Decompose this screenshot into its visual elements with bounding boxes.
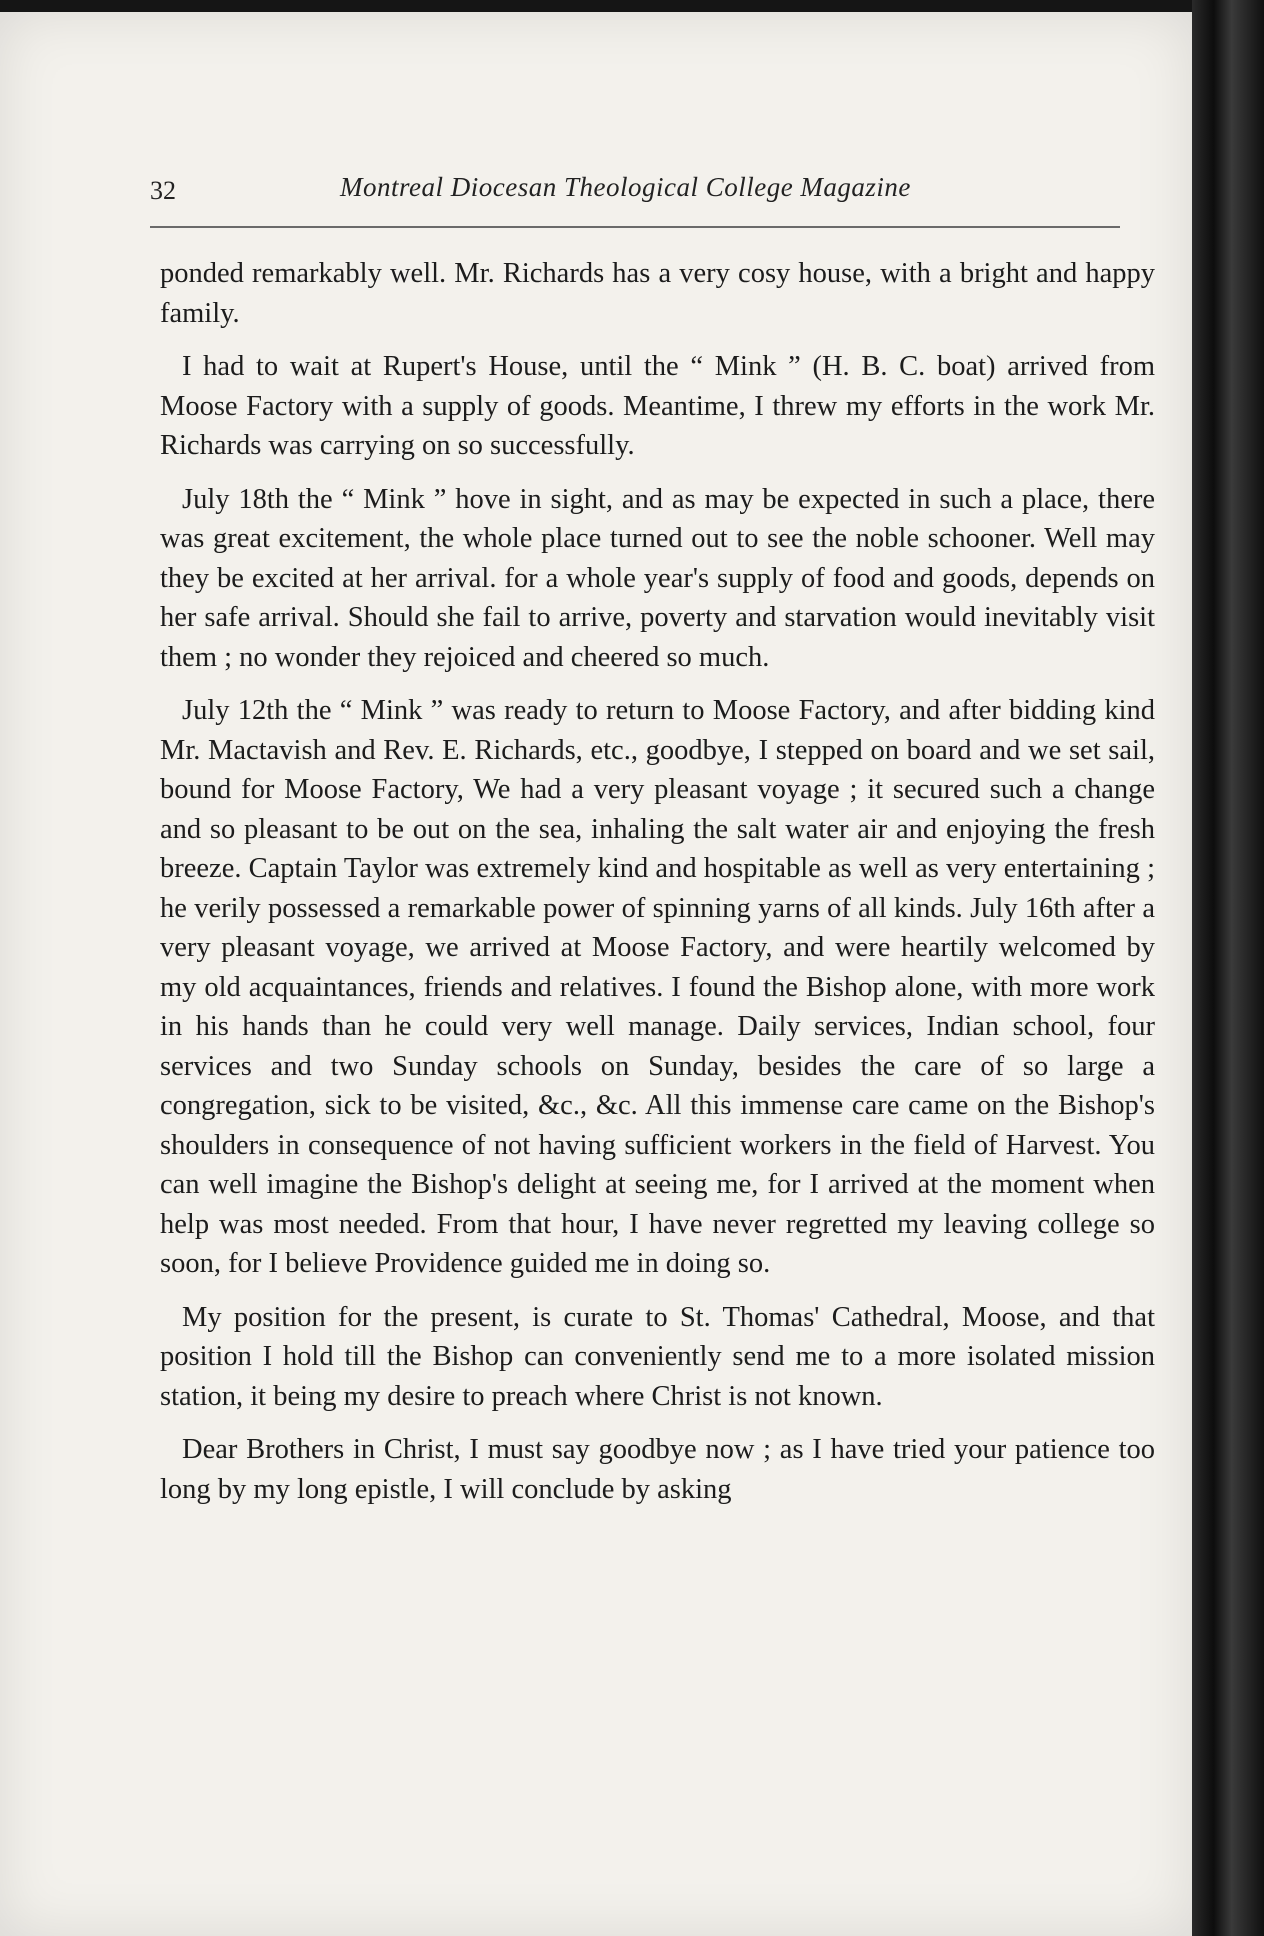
page-header [150, 172, 1140, 212]
running-title: Montreal Diocesan Theological College Magazine [340, 172, 911, 202]
paragraph-4: July 12th the “ Mink ” was ready to return to Moose Factory, and after bidding kind Mr. Mactavish and Rev. E. Richards, etc., goodbye, I stepped on board and we set sail, bound for Moose Factory, We had a very pleasant voyage ; it secured such a change and so pleasant to be out on the sea, inhaling the salt water air and enjoying the fresh breeze. Captain Taylor was extremely kind and hospitable as well as very entertaining ; he verily possessed a remarkable power of spinning yarns of all kinds. July 16th after a very pleasant voyage, we arrived at Moose Factory, and were heartily welcomed by my old acquaintances, friends and relatives. I found the Bishop alone, with more work in his hands than he could very well manage. Daily services, Indian school, four services and two Sunday schools on Sunday, besides the care of so large a congregation, sick to be visited, &c., &c. All this immense care came on the Bishop's shoulders in consequence of not having sufficient workers in the field of Harvest. You can well imagine the Bishop's delight at seeing me, for I arrived at the moment when help was most needed. From that hour, I have never regretted my leaving college so soon, for I believe Providence guided me in doing so. [160, 695, 1155, 1279]
header-divider [150, 226, 1120, 228]
paragraph-6: Dear Brothers in Christ, I must say goodbye now ; as I have tried your patience too long by my long epistle, I will conclude by asking [160, 1434, 1155, 1505]
paragraph-2: I had to wait at Rupert's House, until the “ Mink ” (H. B. C. boat) arrived from Moose Factory with a supply of goods. Meantime, I threw my efforts in the work Mr. Richards was carrying on so successfully. [160, 351, 1155, 461]
paragraph-5: My position for the present, is curate to St. Thomas' Cathedral, Moose, and that position I hold till the Bishop can conveniently send me to a more isolated mission station, it being my desire to preach where Christ is not known. [160, 1301, 1155, 1412]
page-number: 32 [150, 176, 176, 205]
paragraph-1: ponded remarkably well. Mr. Richards has a very cosy house, with a bright and happy family. [160, 258, 1155, 329]
article-body [160, 254, 1155, 1523]
paragraph-3: July 18th the “ Mink ” hove in sight, and as may be expected in such a place, there was great excitement, the whole place turned out to see the noble schooner. Well may they be excited at her arrival. for a whole year's supply of food and goods, depends on her safe arrival. Should she fail to arrive, poverty and starvation would inevitably visit them ; no wonder they rejoiced and cheered so much. [160, 483, 1155, 673]
binding-edge [1192, 0, 1264, 1936]
